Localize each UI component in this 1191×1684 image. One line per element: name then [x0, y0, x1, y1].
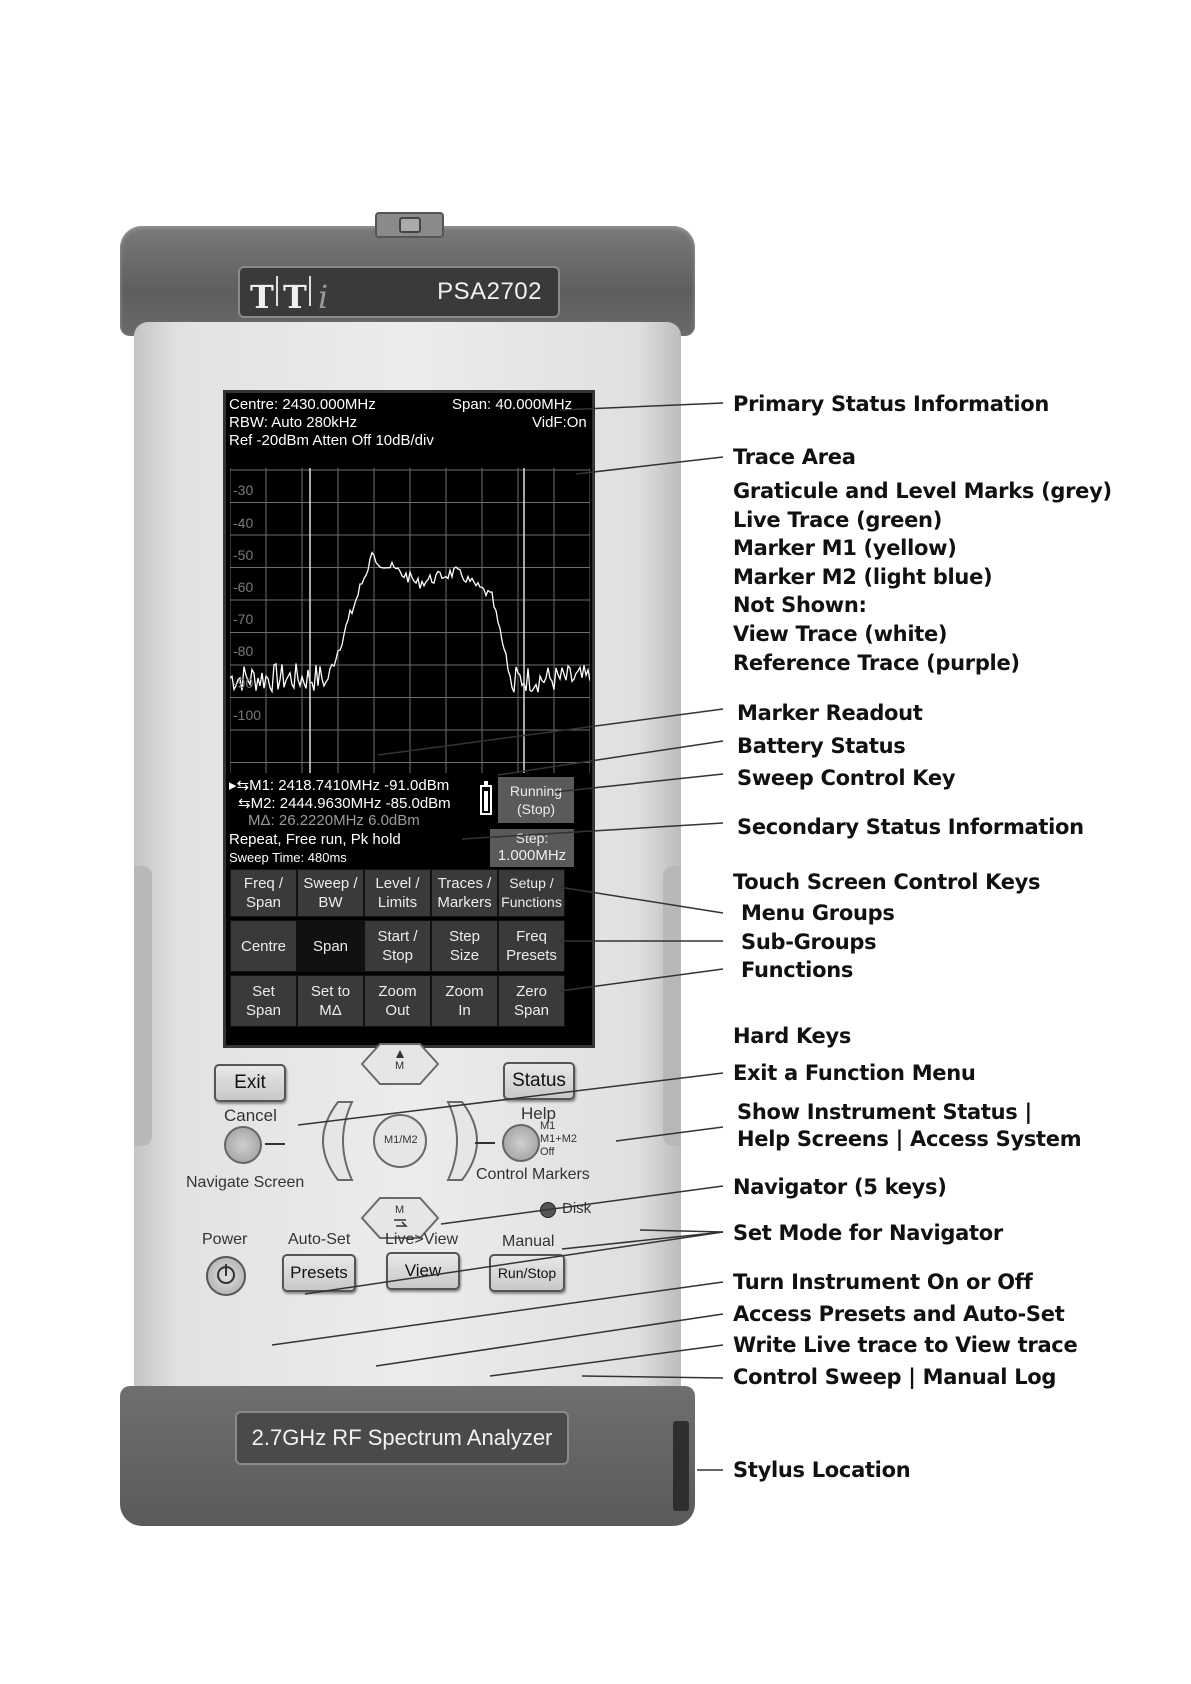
top-connector [375, 212, 444, 238]
sweep-control-key[interactable]: Running (Stop) [498, 777, 574, 823]
step-value: 1.000MHz [497, 847, 567, 864]
navigate-screen-button[interactable] [224, 1126, 262, 1164]
control-markers-label: Control Markers [476, 1166, 590, 1183]
sweep-mode-status: Repeat, Free run, Pk hold [229, 831, 401, 848]
annot-secondary-status: Secondary Status Information [737, 815, 1084, 839]
brand-plate [238, 266, 560, 318]
annot-control-sweep: Control Sweep | Manual Log [733, 1365, 1057, 1389]
annot-view-trace: View Trace (white) [733, 622, 948, 646]
span-readout: Span: 40.000MHz [452, 396, 573, 413]
navigate-dash [265, 1143, 285, 1145]
nav-left-key [323, 1102, 352, 1180]
sub-group-start-stop[interactable]: Start / Stop [364, 920, 431, 972]
annot-turn-on-off: Turn Instrument On or Off [733, 1270, 1033, 1294]
ref-level-readout: Ref -20dBm Atten Off 10dB/div [229, 432, 434, 449]
status-button[interactable]: Status [503, 1062, 575, 1100]
menu-group-level-limits[interactable]: Level / Limits [364, 869, 431, 917]
sub-group-step-size[interactable]: Step Size [431, 920, 498, 972]
disk-led [540, 1202, 556, 1218]
view-button[interactable]: View [386, 1252, 460, 1290]
menu-group-traces-markers[interactable]: Traces / Markers [431, 869, 498, 917]
control-markers-dash [475, 1142, 495, 1144]
nav-right-key [448, 1102, 477, 1180]
annot-hard-keys: Hard Keys [733, 1024, 852, 1048]
right-grip [663, 866, 681, 1146]
menu-group-setup-functions[interactable]: Setup / Functions [498, 869, 565, 917]
annot-marker-readout: Marker Readout [737, 701, 923, 725]
function-set-span[interactable]: Set Span [230, 975, 297, 1027]
annot-not-shown: Not Shown: [733, 593, 867, 617]
manual-label: Manual [502, 1233, 555, 1250]
annot-show-status-1: Show Instrument Status | [737, 1100, 1032, 1124]
annot-primary-status: Primary Status Information [733, 392, 1050, 416]
sweep-time-status: Sweep Time: 480ms [229, 850, 347, 865]
level-mark: -40 [233, 515, 254, 531]
menu-group-freq-span[interactable]: Freq / Span [230, 869, 297, 917]
annot-show-status-2: Help Screens | Access System [737, 1127, 1082, 1151]
annot-set-mode: Set Mode for Navigator [733, 1221, 1003, 1245]
step-size-key[interactable] [490, 829, 574, 867]
annot-sweep-control-key: Sweep Control Key [737, 766, 956, 790]
control-markers-button[interactable] [502, 1124, 540, 1162]
annot-functions: Functions [741, 958, 854, 982]
menu-group-sweep-bw[interactable]: Sweep / BW [297, 869, 364, 917]
function-zoom-in[interactable]: Zoom In [431, 975, 498, 1027]
battery-icon [480, 785, 492, 815]
marker-delta-readout: MΔ: 26.2220MHz 6.0dBm [248, 812, 420, 829]
touch-screen[interactable] [223, 390, 595, 1048]
sub-group-span[interactable]: Span [297, 920, 364, 972]
presets-button[interactable]: Presets [282, 1254, 356, 1292]
live-view-label: Live>View [385, 1231, 459, 1248]
help-label: Help [521, 1104, 556, 1123]
brand-logo: T T i [250, 278, 329, 316]
annot-touch-keys: Touch Screen Control Keys [733, 870, 1041, 894]
marker-m2-readout: ⇆M2: 2444.9630MHz -85.0dBm [238, 795, 451, 812]
annot-reference-trace: Reference Trace (purple) [733, 651, 1020, 675]
disk-label: Disk [562, 1200, 592, 1217]
annot-write-live: Write Live trace to View trace [733, 1333, 1078, 1357]
run-stop-button[interactable]: Run/Stop [489, 1254, 565, 1292]
annot-sub-groups: Sub-Groups [741, 930, 877, 954]
annot-marker-m2: Marker M2 (light blue) [733, 565, 993, 589]
level-mark: -70 [233, 611, 254, 627]
function-set-to-m-delta[interactable]: Set to MΔ [297, 975, 364, 1027]
annot-live-trace: Live Trace (green) [733, 508, 942, 532]
level-mark: -30 [233, 482, 254, 498]
function-zoom-out[interactable]: Zoom Out [364, 975, 431, 1027]
annot-menu-groups: Menu Groups [741, 901, 895, 925]
marker-m1-readout: ▸⇆M1: 2418.7410MHz -91.0dBm [229, 777, 450, 794]
annot-graticule: Graticule and Level Marks (grey) [733, 479, 1112, 503]
auto-set-label: Auto-Set [288, 1231, 351, 1248]
nav-up-label[interactable]: M [395, 1060, 405, 1072]
annot-trace-area: Trace Area [733, 445, 856, 469]
marker-mode-m1: M1 [540, 1120, 556, 1132]
annot-navigator: Navigator (5 keys) [733, 1175, 947, 1199]
annot-marker-m1: Marker M1 (yellow) [733, 536, 957, 560]
annot-access-presets: Access Presets and Auto-Set [733, 1302, 1065, 1326]
vidf-readout: VidF:On [532, 414, 587, 431]
annot-exit-menu: Exit a Function Menu [733, 1061, 976, 1085]
marker-mode-off: Off [540, 1146, 555, 1158]
rbw-readout: RBW: Auto 280kHz [229, 414, 358, 431]
stylus-slot [673, 1421, 689, 1511]
marker-mode-m1-m2: M1+M2 [540, 1133, 577, 1145]
sub-group-freq-presets[interactable]: Freq Presets [498, 920, 565, 972]
function-zero-span[interactable]: Zero Span [498, 975, 565, 1027]
nav-centre-label[interactable]: M1/M2 [384, 1134, 418, 1146]
left-grip [134, 866, 152, 1146]
level-mark: -50 [233, 547, 254, 563]
level-mark: -60 [233, 579, 254, 595]
product-name-plate: 2.7GHz RF Spectrum Analyzer [235, 1411, 569, 1465]
annot-battery-status: Battery Status [737, 734, 906, 758]
power-button[interactable] [206, 1256, 246, 1296]
spectrum-analyzer-device [120, 226, 695, 1526]
model-label: PSA2702 [437, 278, 542, 305]
power-label: Power [202, 1231, 248, 1248]
sub-group-centre[interactable]: Centre [230, 920, 297, 972]
centre-frequency: Centre: 2430.000MHz [229, 396, 376, 413]
level-mark: -90 [233, 675, 254, 691]
trace-area[interactable] [230, 468, 590, 773]
navigator-pad [300, 1036, 500, 1246]
navigate-screen-label: Navigate Screen [186, 1174, 305, 1191]
step-label: Step: [515, 830, 549, 846]
level-mark: -80 [233, 643, 254, 659]
level-mark: -100 [233, 707, 262, 723]
annot-stylus: Stylus Location [733, 1458, 911, 1482]
exit-button[interactable]: Exit [214, 1064, 286, 1102]
nav-down-label[interactable]: M [395, 1204, 405, 1216]
trace-graticule [230, 468, 590, 773]
cancel-label: Cancel [224, 1106, 277, 1125]
